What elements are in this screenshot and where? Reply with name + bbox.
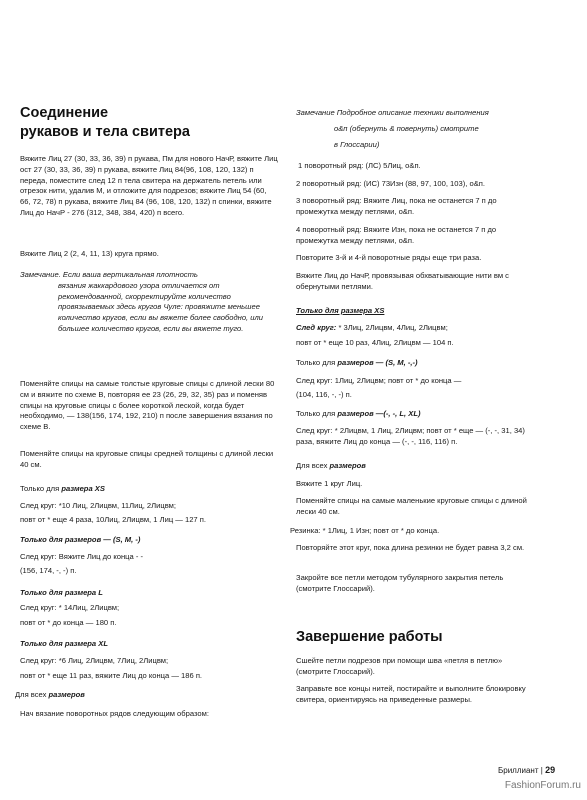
note-lead: Замечание. Если ваша вертикальная плотность xyxy=(20,270,198,279)
sml-line-2: (156, 174, -, -) п. xyxy=(20,566,77,575)
r-xs-line-1-lead: След круг: xyxy=(296,323,337,332)
magazine-name: Бриллиант xyxy=(498,766,539,775)
footer-separator: | xyxy=(540,766,543,775)
xl-line-1: След круг: *6 Лиц, 2Лицвм, 7Лиц, 2Лицвм; xyxy=(20,656,169,665)
r-sm-heading-size: размеров — (S, M, -,-) xyxy=(337,358,418,367)
r-all-heading-size: размеров xyxy=(329,461,366,470)
finishing-1: Сшейте петли подрезов при помощи шва «петля в петлю» (смотрите Глоссарий). xyxy=(296,656,503,676)
r-xs-line-2: повт от * еще 10 раз, 4Лиц, 2Лицвм — 104 п. xyxy=(296,338,454,347)
r-xs-heading-text: Только для размера XS xyxy=(296,306,385,315)
r-all-line-2: Поменяйте спицы на самые маленькие круговые спицы с длиной лески 40 см. xyxy=(296,496,527,516)
r-sm-heading-pre: Только для xyxy=(296,358,338,367)
r-sm-line-1: След круг: 1Лиц, 2Лицвм; повт от * до конца — xyxy=(296,376,462,385)
all-sizes-pre: Для всех xyxy=(15,690,49,699)
page-footer xyxy=(498,765,555,775)
r-sm-heading xyxy=(296,358,418,369)
r-lxl-heading-pre: Только для xyxy=(296,409,338,418)
r-xs-heading xyxy=(296,306,384,317)
xs-line-2: повт от * еще 4 раза, 10Лиц, 2Лицвм, 1 Лиц — 127 п. xyxy=(20,515,206,524)
short-row-2: 2 поворотный ряд: (ИС) 73Изн (88, 97, 100, 103), о&п. xyxy=(296,179,485,188)
r-xs-line-1-rest: * 3Лиц, 2Лицвм, 4Лиц, 2Лицвм; xyxy=(336,323,448,332)
xs-line-1: След круг: *10 Лиц, 2Лицвм, 11Лиц, 2Лицвм; xyxy=(20,501,177,510)
r-all-line-1: Вяжите 1 круг Лиц. xyxy=(296,479,363,488)
xl-heading: Только для размера XL xyxy=(20,639,108,648)
paragraph-chart-b: Поменяйте спицы на самые толстые круговые спицы с длиной лески 80 см и вяжите по схеме В, повторяя ее 23 (26, 29, 32, 35) раз и поменяв спицы на круговые спицы с более короткой леской, когда будет необходимо, — 138(156, 174, 192, 210) п после завершения вязания по схеме В. xyxy=(20,379,275,432)
sml-line-1: След круг: Вяжите Лиц до конца - - xyxy=(20,552,144,561)
xs-heading-size: размера XS xyxy=(61,484,105,493)
xs-heading xyxy=(20,484,105,495)
page-number: 29 xyxy=(545,765,556,775)
l-line-2: повт от * до конца — 180 п. xyxy=(20,618,117,627)
short-row-4: 4 поворотный ряд: Вяжите Изн, пока не останется 7 п до промежутка между петлями, о&п. xyxy=(296,225,497,245)
short-row-finish: Вяжите Лиц до НачР, провязывая обхватывающие нити вм с обернутыми петлями. xyxy=(296,271,509,291)
short-row-3: 3 поворотный ряд: Вяжите Лиц, пока не останется 7 п до промежутка между петлями, о&п. xyxy=(296,196,497,216)
paragraph-join: Вяжите Лиц 27 (30, 33, 36, 39) п рукава, Пм для нового НачР, вяжите Лиц ост 27 (30, 33, 36, 39) п рукава, вяжите Лиц 84(96, 108, 120, 132) п переда, поместите след 12 п тела свитера на держатель петель или отрезок нити, удалив М, и отложите для подрезов; вяжите Лиц 54 (60, 66, 72, 78) п рукава, вяжите Лиц 84 (96, 108, 120, 132) п спинки, вяжите Лиц до НачР - 276 (312, 348, 384, 420) п всего. xyxy=(20,154,278,217)
r-lxl-heading-size: размеров —(-, -, L, XL) xyxy=(337,409,421,418)
l-heading: Только для размера L xyxy=(20,588,103,597)
all-sizes-heading xyxy=(15,690,85,701)
note-body: вязания жаккардового узора отличается от рекомендованной, скорректируйте количество провязываемых здесь кругов Чуле: провяжите меньшее количество кругов, если вы вяжете более свободно, или большее количество кругов, если вы вяжете туго. xyxy=(58,280,264,333)
all-sizes-size: размеров xyxy=(48,690,85,699)
short-row-repeat: Повторите 3-й и 4-й поворотные ряды еще три раза. xyxy=(296,253,482,262)
note-wrap-line-2: о&п (обернуть & повернуть) смотрите xyxy=(334,123,479,133)
xl-line-2: повт от * еще 11 раз, вяжите Лиц до конца — 186 п. xyxy=(20,671,203,680)
short-row-1: 1 поворотный ряд: (ЛС) 5Лиц, о&п. xyxy=(298,161,421,170)
r-all-heading xyxy=(296,461,366,472)
r-sm-line-2: (104, 116, -, -) п. xyxy=(296,390,352,399)
bind-off: Закройте все петли методом тубулярного закрытия петель (смотрите Глоссарий). xyxy=(296,573,504,593)
ribbing-repeat: Повторяйте этот круг, пока длина резинки не будет равна 3,2 см. xyxy=(296,543,525,552)
section-title-joining xyxy=(20,104,190,142)
r-lxl-text: След круг: * 2Лицвм, 1 Лиц, 2Лицвм; повт от * еще — (-, -, 31, 34) раза, вяжите Лиц до конца — (-, -, 116, 116) п. xyxy=(296,426,525,446)
l-line-1: След круг: * 14Лиц, 2Лицвм; xyxy=(20,603,120,612)
title-line-2: рукавов и тела свитера xyxy=(20,124,190,141)
r-xs-line-1 xyxy=(296,323,448,334)
r-all-heading-pre: Для всех xyxy=(296,461,330,470)
note-gauge xyxy=(20,270,282,335)
watermark: FashionForum.ru xyxy=(504,780,581,791)
ribbing-line: Резинка: * 1Лиц, 1 Изн; повт от * до конца. xyxy=(290,526,440,535)
paragraph-short-rows: Нач вязание поворотных рядов следующим образом: xyxy=(20,709,209,718)
r-lxl-heading xyxy=(296,409,421,420)
note-wrap-line-1: Замечание Подробное описание техники выполнения xyxy=(296,108,489,117)
section-title-finishing: Завершение работы xyxy=(296,629,443,645)
paragraph-needles: Поменяйте спицы на круговые спицы средней толщины с длиной лески 40 см. xyxy=(20,449,274,469)
note-wrap-turn xyxy=(296,108,489,150)
sml-heading: Только для размеров — (S, M, -) xyxy=(20,535,141,544)
xs-heading-pre: Только для xyxy=(20,484,62,493)
paragraph-rounds: Вяжите Лиц 2 (2, 4, 11, 13) круга прямо. xyxy=(20,249,159,258)
title-line-1: Соединение xyxy=(20,105,109,121)
note-wrap-line-3: в Глоссарии) xyxy=(334,139,380,149)
finishing-2: Заправьте все концы нитей, постирайте и выполните блокировку свитера, ориентируясь на приведенные размеры. xyxy=(296,684,526,704)
